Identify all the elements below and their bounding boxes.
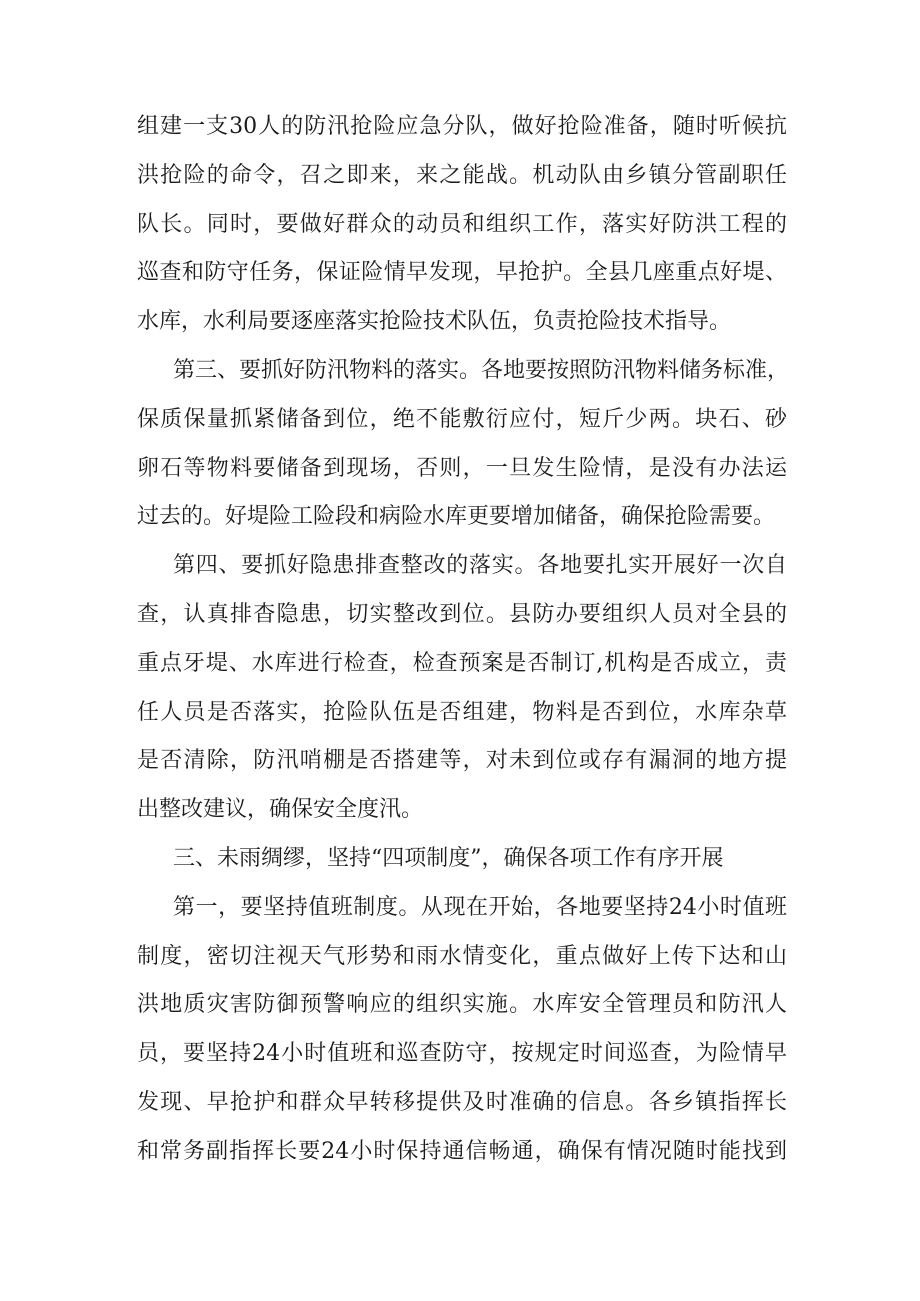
text-line: 巡查和防守任务，保证险情早发现，早抢护。全县几座重点好堤、 <box>137 260 787 286</box>
text-line: 组建一支30人的防汛抢险应急分队，做好抢险准备，随时听候抗 <box>137 114 787 139</box>
text-line: 任人员是否落实，抢险队伍是否组建，物料是否到位，水库杂草 <box>137 699 787 725</box>
text-line: 过去的。好堤险工险段和病险水库更要增加储备，确保抢险需要。 <box>137 504 776 530</box>
text-line: 制度，密切注视天气形势和雨水情变化，重点做好上传下达和山 <box>137 943 787 969</box>
text-line: 员，要坚持24小时值班和巡查防守，按规定时间巡查，为险情早 <box>137 1041 787 1067</box>
text-line: 卵石等物料要储备到现场，否则，一旦发生险情，是没有办法运 <box>137 455 787 481</box>
text-line: 出整改建议，确保安全度汛。 <box>137 797 424 823</box>
text-line: 发现、早抢护和群众早转移提供及时准确的信息。各乡镇指挥长 <box>137 1089 787 1115</box>
text-line: 查，认真排杳隐患，切实整改到位。县防办要组织人员对全县的 <box>137 601 787 627</box>
text-line: 保质保量抓紧储备到位，绝不能敷衍应付，短斤少两。块石、砂 <box>137 406 787 432</box>
text-line: 洪抢险的命令，召之即来，来之能战。机动队由乡镇分管副职任 <box>137 162 787 188</box>
text-line: 重点牙堤、水库进行检查，检查预案是否制订,机构是否成立，责 <box>137 650 787 676</box>
text-line: 第一，要坚持值班制度。从现在开始，各地要坚持24小时值班 <box>173 894 787 920</box>
document-body <box>137 103 790 1177</box>
section-heading: 三、未雨绸缪，坚持“四项制度”，确保各项工作有序开展 <box>173 845 724 871</box>
text-line: 和常务副指挥长要24小时保持通信畅通，确保有情况随时能找到 <box>137 1138 787 1164</box>
text-line: 第三、要抓好防汛物料的落实。各地要按照防汛物料储务标准， <box>173 357 790 383</box>
text-line: 水库，水利局要逐座落实抢险技术队伍，负责抢险技术指导。 <box>137 309 732 335</box>
text-line: 洪地质灾害防御预警响应的组织实施。水库安全管理员和防汛人 <box>137 992 787 1018</box>
text-line: 队长。同时，要做好群众的动员和组织工作，落实好防洪工程的 <box>137 211 787 237</box>
text-line: 第四、要抓好隐患排查整改的落实。各地要扎实开展好一次自 <box>173 553 787 579</box>
text-line: 是否清除，防汛哨棚是否搭建等，对未到位或存有漏洞的地方提 <box>137 748 787 774</box>
